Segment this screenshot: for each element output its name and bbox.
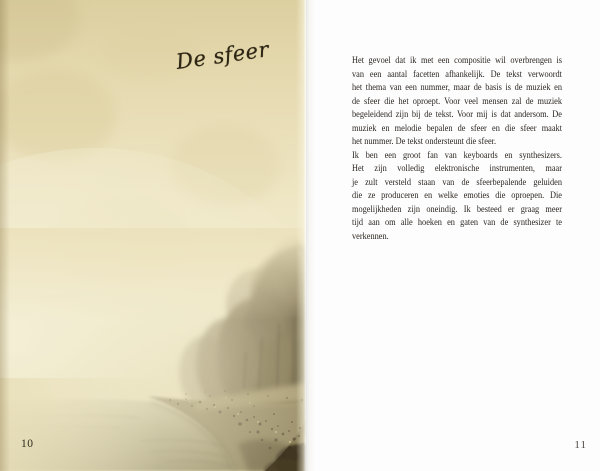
text-line: het nummer. De tekst ondersteunt die sfeer. [352, 137, 497, 147]
page-number-left: 10 [21, 438, 34, 450]
text-line: het thema van een nummer, maar de basis is de muziek en [352, 83, 562, 93]
text-line: de sfeer die het oproept. Voor veel mensen zal de muziek [352, 96, 562, 107]
text-line: je zult versteld staan van de sfeerbepalende geluiden [352, 177, 562, 188]
text-line: tijd aan om alle hoeken en gaten van de synthesizer te [352, 218, 562, 228]
text-line: begeleidend zijn bij de tekst. Voor mij is dat andersom. De [352, 110, 562, 120]
body-text [352, 55, 562, 244]
text-line: verkennen. [352, 231, 389, 242]
text-line: Het gevoel dat ik met een compositie wil overbrengen is [352, 56, 562, 66]
text-line: muziek en melodie bepalen de sfeer en die sfeer maakt [352, 123, 562, 134]
page-number-right: 11 [574, 439, 587, 451]
text-line: van een aantal facetten afhankelijk. De tekst verwoordt [352, 69, 562, 80]
text-line: die ze produceren en welke emoties die oproepen. Die [352, 191, 562, 201]
text-line: Het zijn volledig elektronische instrumenten, maar [352, 164, 562, 174]
right-page [306, 0, 600, 471]
chapter-title: De sfeer [174, 37, 271, 74]
text-line: mogelijkheden zijn oneindig. Ik besteed er graag meer [352, 204, 562, 215]
paragraph [352, 55, 562, 150]
text-line: Ik ben een groot fan van keyboards en synthesizers. [352, 150, 562, 161]
paragraph [352, 150, 562, 245]
